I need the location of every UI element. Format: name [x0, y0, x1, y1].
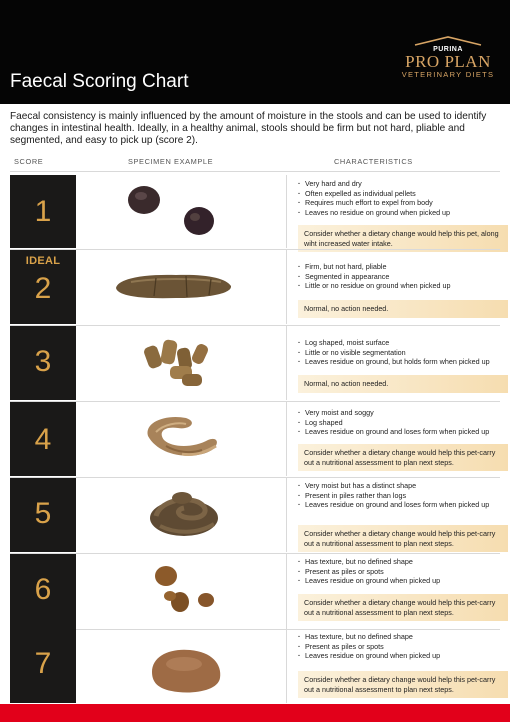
- score-number: 4: [34, 423, 52, 456]
- footer-bar: [0, 704, 510, 722]
- recommendation-note: Normal, no action needed.: [298, 300, 508, 318]
- column-header-specimen: SPECIMEN EXAMPLE: [128, 157, 214, 166]
- list-item: · Little or no residue on ground when picked up: [298, 281, 503, 291]
- recommendation-note: Consider whether a dietary change would help this pet-carry out a nutritional assessment to plan next steps.: [298, 525, 508, 552]
- score-cell: [10, 250, 76, 324]
- list-item: · Leaves no residue on ground when picked up: [298, 208, 503, 218]
- logo-brand: PURINA: [433, 46, 463, 53]
- pro-plan-logo: [398, 36, 498, 92]
- ideal-badge: IDEAL: [25, 255, 61, 267]
- specimen-example: [86, 402, 276, 476]
- list-item: · Segmented in appearance: [298, 272, 503, 282]
- score-number: 6: [34, 573, 52, 606]
- intro-text: Faecal consistency is mainly influenced by the amount of moisture in the stools and can be used to identify changes in intestinal health. Ideally, in a healthy animal, stools should be firm but not hard, pliable and segmented, and easy to pick up (score 2).: [10, 111, 487, 147]
- list-item: · Firm, but not hard, pliable: [298, 262, 503, 272]
- recommendation-note: Consider whether a dietary change would help this pet-carry out a nutritional assessment to plan next steps.: [298, 444, 508, 471]
- score-row-3: [10, 326, 500, 400]
- list-item: · Leaves residue on ground and loses form when picked up: [298, 500, 503, 510]
- column-header-score: SCORE: [14, 157, 44, 166]
- logo-main: PRO PLAN: [405, 52, 491, 71]
- score-cell: [10, 478, 76, 552]
- page-title: Faecal Scoring Chart: [10, 71, 189, 92]
- logo-sub: VETERINARY DIETS: [401, 70, 495, 79]
- list-item: · Leaves residue on ground, but holds form when picked up: [298, 357, 503, 367]
- score-row-1: [10, 175, 500, 248]
- list-item: · Leaves residue on ground and loses form when picked up: [298, 427, 503, 437]
- recommendation-note: Consider whether a dietary change would help this pet-carry out a nutritional assessment to plan next steps.: [298, 594, 508, 621]
- characteristics-list: [298, 632, 503, 661]
- list-item: · Log shaped: [298, 418, 503, 428]
- list-item: · Often expelled as individual pellets: [298, 189, 503, 199]
- recommendation-note: Normal, no action needed.: [298, 375, 508, 393]
- score-cell: [10, 554, 76, 628]
- score-row-2: [10, 250, 500, 324]
- specimen-example: [86, 478, 276, 552]
- characteristics-list: [298, 179, 503, 217]
- list-item: · Present as piles or spots: [298, 567, 503, 577]
- list-item: · Very hard and dry: [298, 179, 503, 189]
- header: [0, 0, 510, 104]
- list-item: · Little or no visible segmentation: [298, 348, 503, 358]
- characteristics-list: [298, 408, 503, 437]
- score-row-6: [10, 554, 500, 628]
- characteristics-list: [298, 557, 503, 586]
- list-item: · Requires much effort to expel from body: [298, 198, 503, 208]
- purina-roof-icon: [413, 36, 483, 46]
- list-item: · Has texture, but no defined shape: [298, 557, 503, 567]
- specimen-example: [86, 175, 276, 248]
- score-row-4: [10, 402, 500, 476]
- score-cell: [10, 175, 76, 248]
- list-item: · Has texture, but no defined shape: [298, 632, 503, 642]
- header-divider: [10, 171, 500, 172]
- score-cell: [10, 326, 76, 400]
- score-row-7: [10, 628, 500, 703]
- score-number: 7: [34, 647, 52, 680]
- score-row-5: [10, 478, 500, 552]
- specimen-example: [86, 326, 276, 400]
- specimen-example: [86, 250, 276, 324]
- characteristics-list: [298, 262, 503, 291]
- specimen-example: [86, 554, 276, 628]
- list-item: · Very moist and soggy: [298, 408, 503, 418]
- specimen-example: [86, 628, 276, 703]
- recommendation-note: Consider whether a dietary change would help this pet, along wiht increased water intake.: [298, 225, 508, 252]
- list-item: · Log shaped, moist surface: [298, 338, 503, 348]
- characteristics-list: [298, 338, 503, 367]
- list-item: · Leaves residue on ground when picked up: [298, 651, 503, 661]
- list-item: · Present in piles rather than logs: [298, 491, 503, 501]
- score-cell: [10, 402, 76, 476]
- list-item: · Very moist but has a distinct shape: [298, 481, 503, 491]
- column-header-characteristics: CHARACTERISTICS: [334, 157, 413, 166]
- recommendation-note: Consider whether a dietary change would help this pet-carry out a nutritional assessment to plan next steps.: [298, 671, 508, 698]
- score-number: 3: [34, 345, 52, 378]
- score-number: 5: [34, 497, 52, 530]
- list-item: · Present as piles or spots: [298, 642, 503, 652]
- list-item: · Leaves residue on ground when picked up: [298, 576, 503, 586]
- score-cell: [10, 628, 76, 703]
- score-number: 1: [34, 195, 52, 228]
- score-number: 2: [34, 272, 52, 305]
- characteristics-list: [298, 481, 503, 510]
